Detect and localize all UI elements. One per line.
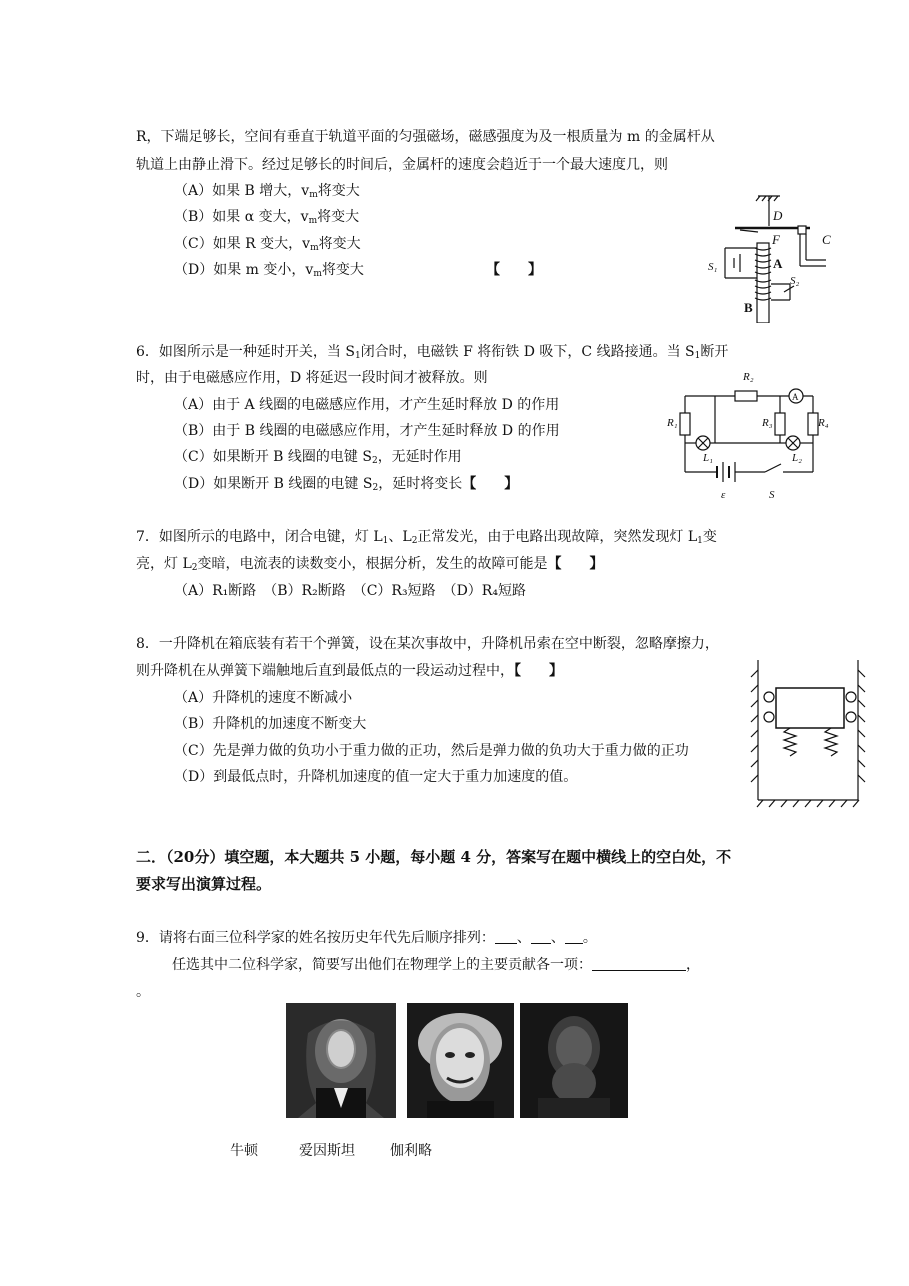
q7-options: （A）R₁断路 （B）R₂断路 （C）R₃短路 （D）R₄短路 bbox=[174, 583, 526, 599]
relay-label-d: D bbox=[773, 208, 783, 223]
q6-option-b: （B）由于 B 线圈的电磁感应作用，才产生延时释放 D 的作用 bbox=[174, 423, 560, 439]
newton-caption: 牛顿 bbox=[230, 1143, 258, 1159]
q8-line-2: 则升降机在从弹簧下端触地后直到最低点的一段运动过程中，【 】 bbox=[136, 663, 563, 679]
q9-blank-1[interactable] bbox=[495, 929, 517, 944]
elevator-diagram bbox=[748, 655, 873, 810]
q5-answer-bracket: 【 】 bbox=[486, 262, 542, 278]
q6-option-d: （D）如果断开 B 线圈的电键 $S_2$，延时将变长【 】 bbox=[174, 476, 519, 493]
q8-option-a: （A）升降机的速度不断减小 bbox=[174, 690, 353, 706]
q5-line-2: 轨道上由静止滑下。经过足够长的时间后，金属杆的速度会趋近于一个最大速度几，则 bbox=[136, 157, 668, 173]
einstein-portrait bbox=[407, 1003, 514, 1118]
relay-label-s1: S₁ bbox=[708, 261, 718, 273]
galileo-caption: 伽利略 bbox=[390, 1143, 432, 1159]
section-2-heading-line-2: 要求写出演算过程。 bbox=[136, 875, 272, 893]
q8-line-1: 8．一升降机在箱底装有若干个弹簧，设在某次事故中，升降机吊索在空中断裂，忽略摩擦力， bbox=[136, 636, 719, 652]
q9-blank-3[interactable] bbox=[565, 929, 583, 944]
circuit-label-l2: L₂ bbox=[792, 452, 802, 464]
relay-label-c: C bbox=[822, 232, 831, 247]
circuit-label-r4: R₄ bbox=[818, 417, 829, 429]
q6-option-c: （C）如果断开 B 线圈的电键 $S_2$，无延时作用 bbox=[174, 449, 462, 466]
einstein-caption: 爱因斯坦 bbox=[299, 1143, 355, 1159]
relay-label-b: B bbox=[744, 300, 753, 315]
q5-line-1: R，下端足够长，空间有垂直于轨道平面的匀强磁场，磁感强度为及一根质量为 m 的金属杆从 bbox=[136, 129, 715, 145]
circuit-label-l1: L₁ bbox=[703, 452, 713, 464]
q9-blank-4[interactable] bbox=[592, 956, 686, 971]
circuit-label-r2: R₂ bbox=[743, 371, 754, 383]
circuit-label-emf: ε bbox=[721, 489, 726, 501]
q9-line-3: 。 bbox=[136, 984, 150, 1000]
circuit-diagram bbox=[665, 368, 835, 503]
galileo-portrait bbox=[520, 1003, 628, 1118]
relay-label-f: F bbox=[772, 232, 780, 247]
q7-line-1: 7．如图所示的电路中，闭合电键，灯 $L_1$、$L_2$正常发光，由于电路出现故障，突然发现灯 $L_1$变 bbox=[136, 529, 717, 546]
ammeter-label: A bbox=[792, 392, 799, 402]
q7-line-2: 亮，灯 $L_2$变暗，电流表的读数变小，根据分析，发生的故障可能是【 】 bbox=[136, 556, 604, 573]
newton-portrait bbox=[286, 1003, 396, 1118]
q9-blank-2[interactable] bbox=[531, 929, 551, 944]
circuit-label-s: S bbox=[769, 489, 775, 501]
relay-label-a: A bbox=[773, 256, 783, 271]
q9-line-2: 任选其中二位科学家，简要写出他们在物理学上的主要贡献各一项： ， bbox=[172, 957, 700, 973]
q8-option-d: （D）到最低点时，升降机加速度的值一定大于重力加速度的值。 bbox=[174, 769, 578, 785]
q5-option-a: （A）如果 B 增大，$v_m$将变大 bbox=[174, 183, 360, 200]
circuit-label-r1: R₁ bbox=[667, 417, 678, 429]
relay-label-s2: S₂ bbox=[790, 275, 800, 287]
q6-option-a: （A）由于 A 线圈的电磁感应作用，才产生延时释放 D 的作用 bbox=[174, 397, 560, 413]
q5-option-c: （C）如果 R 变大，$v_m$将变大 bbox=[174, 236, 361, 253]
q9-line-1: 9．请将右面三位科学家的姓名按历史年代先后顺序排列： 、 、 。 bbox=[136, 930, 597, 946]
q8-option-c: （C）先是弹力做的负功小于重力做的正功，然后是弹力做的负功大于重力做的正功 bbox=[174, 743, 689, 759]
q6-line-1: 6．如图所示是一种延时开关，当 $S_1$闭合时，电磁铁 F 将衔铁 D 吸下，C 线路接通。当 $S_1$断开 bbox=[136, 344, 729, 361]
q5-option-b: （B）如果 α 变大，$v_m$将变大 bbox=[174, 209, 360, 226]
circuit-label-r3: R₃ bbox=[762, 417, 773, 429]
q8-option-b: （B）升降机的加速度不断变大 bbox=[174, 716, 367, 732]
q5-option-d: （D）如果 m 变小，$v_m$将变大 bbox=[174, 262, 364, 279]
relay-diagram bbox=[700, 188, 840, 323]
q6-line-2: 时，由于电磁感应作用，D 将延迟一段时间才被释放。则 bbox=[136, 370, 488, 386]
section-2-heading-line-1: 二．（20分）填空题，本大题共 5 小题，每小题 4 分，答案写在题中横线上的空白处，不 bbox=[136, 848, 732, 866]
